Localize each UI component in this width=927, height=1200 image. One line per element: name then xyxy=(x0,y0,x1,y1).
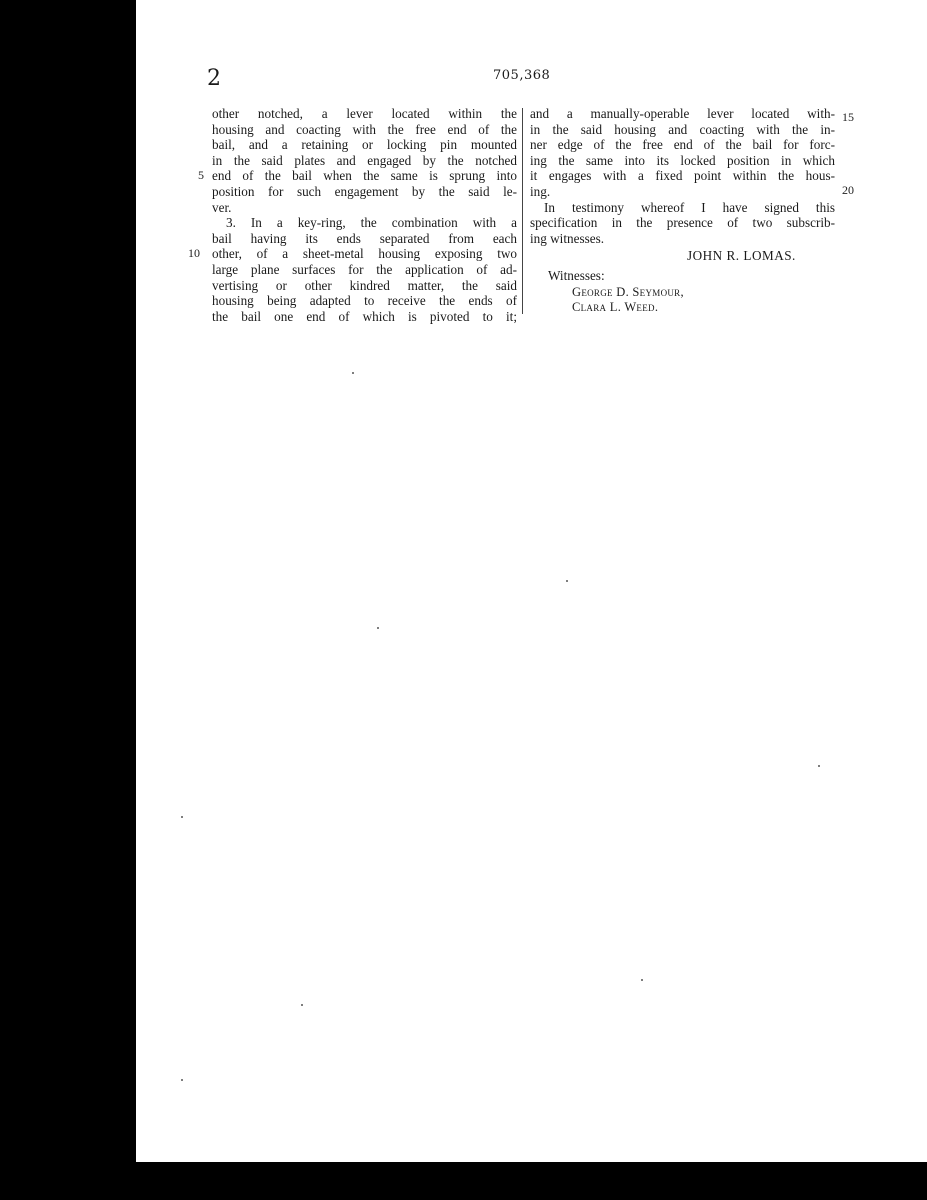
text-line: position for such engagement by the said le- xyxy=(212,183,517,199)
scan-speck xyxy=(301,1004,303,1006)
text-line: housing being adapted to receive the ends of xyxy=(212,293,517,309)
text-line: ing witnesses. xyxy=(530,230,604,246)
line-number-5: 5 xyxy=(198,168,204,182)
witness-name: George D. Seymour, xyxy=(572,285,684,299)
line-number-15: 15 xyxy=(842,110,854,124)
left-text-column xyxy=(212,106,517,324)
text-line: vertising or other kindred matter, the said xyxy=(212,277,517,293)
scan-speck xyxy=(377,627,379,629)
text-line: housing and coacting with the free end of the xyxy=(212,121,517,137)
line-number-20: 20 xyxy=(842,183,854,197)
witness-name: Clara L. Weed. xyxy=(572,300,659,314)
text-line: and a manually-operable lever located with- xyxy=(530,106,835,121)
text-line: 3. In a key-ring, the combination with a xyxy=(226,215,517,231)
text-line: specification in the presence of two subscrib- xyxy=(530,215,835,231)
text-line: large plane surfaces for the application of ad- xyxy=(212,261,517,277)
text-line: bail having its ends separated from each xyxy=(212,230,517,246)
scan-speck xyxy=(181,816,183,818)
scan-border-bottom xyxy=(136,1162,927,1200)
text-line: ner edge of the free end of the bail for forc- xyxy=(530,137,835,153)
text-line: the bail one end of which is pivoted to it; xyxy=(212,308,517,324)
text-line: other notched, a lever located within the xyxy=(212,106,517,121)
witnesses-label: Witnesses: xyxy=(548,268,605,283)
patent-number: 705,368 xyxy=(493,68,551,83)
scan-speck xyxy=(352,372,354,374)
text-line: ing. xyxy=(530,183,551,199)
text-line: end of the bail when the same is sprung into xyxy=(212,168,517,184)
scan-speck xyxy=(566,580,568,582)
inventor-signature: JOHN R. LOMAS. xyxy=(687,248,796,263)
right-text-column xyxy=(530,106,835,246)
text-line: ver. xyxy=(212,199,232,215)
text-line: in the said plates and engaged by the notched xyxy=(212,152,517,168)
text-line: ing the same into its locked position in which xyxy=(530,152,835,168)
scan-border-left xyxy=(0,0,136,1200)
text-line: in the said housing and coacting with the in- xyxy=(530,121,835,137)
scan-speck xyxy=(818,765,820,767)
text-line: In testimony whereof I have signed this xyxy=(544,199,835,215)
column-divider xyxy=(522,108,523,314)
line-number-10: 10 xyxy=(188,246,200,260)
scan-speck xyxy=(181,1079,183,1081)
scan-speck xyxy=(641,979,643,981)
page-number: 2 xyxy=(207,66,221,91)
text-line: other, of a sheet-metal housing exposing two xyxy=(212,246,517,262)
text-line: bail, and a retaining or locking pin mounted xyxy=(212,137,517,153)
text-line: it engages with a fixed point within the hous- xyxy=(530,168,835,184)
